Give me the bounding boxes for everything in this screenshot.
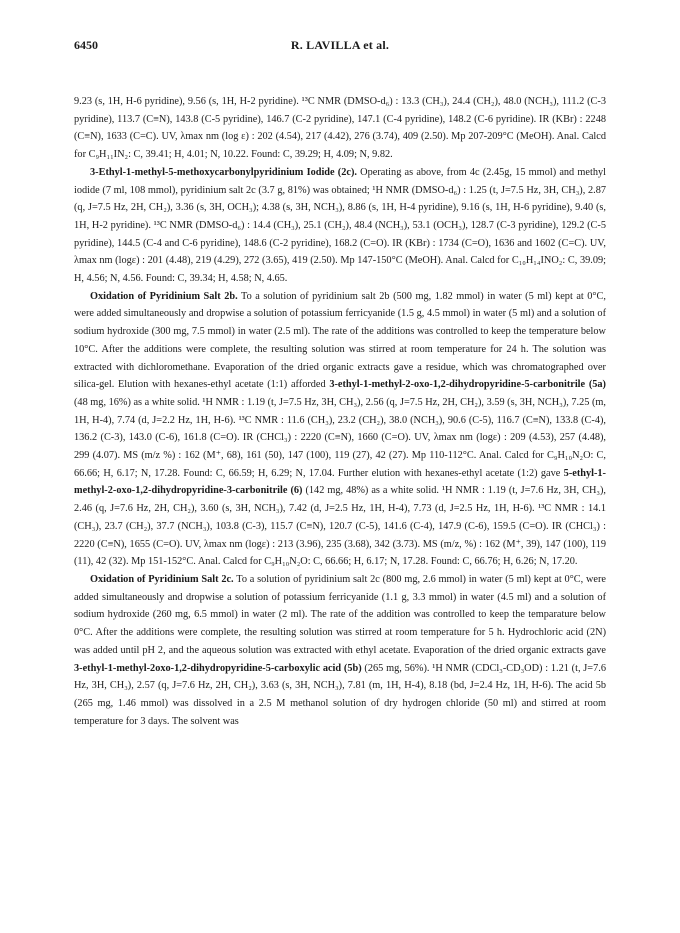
paragraph (74, 571, 606, 730)
text-run: (265 mg, 56%). ¹H NMR (CDCl₃-CD₃OD) : 1.21 (t, J=7.6 Hz, 3H, CH₃), 2.57 (q, J=7.6 Hz, 2H, CH₂), 3.63 (s, 3H, NCH₃), 7.81 (m, 1H, H-4), 8.18 (bd, J=2.4 Hz, 1H, H-6). The acid 5b (265 mg, 1.46 mmol) was dissolved in a 2.5 M methanol solution of dry hydrogen chloride (50 ml) and stirred at room temperature for 3 days. The solvent was (74, 662, 606, 727)
text-run: To a solution of pyridinium salt 2b (500 mg, 1.82 mmol) in water (5 ml) kept at 0°C, were added simultaneously and dropwise a solution of potassium ferricyanide (1.5 g, 4.5 mmol) in water (5 ml) and a solution of sodium hydroxide (300 mg, 7.5 mmol) in water (2.5 ml). The rate of the additions was controlled to keep the temperature below 10°C. After the additions were complete, the resulting solution was stirred at room temperature for 24 h. The solution was extracted with dichloromethane. Evaporation of the dried organic extracts gave a residue, which was chromatographed over silica-gel. Elution with hexanes-ethyl acetate (1:1) afforded (74, 290, 606, 391)
page-header (74, 38, 606, 54)
page-number: 6450 (74, 38, 98, 52)
article-body (74, 93, 606, 730)
text-run: (48 mg, 16%) as a white solid. ¹H NMR : 1.19 (t, J=7.5 Hz, 3H, CH₃), 2.56 (q, J=7.5 Hz, 2H, CH₂), 3.59 (s, 3H, NCH₃), 7.25 (m, 1H, H-4), 7.74 (d, J=2.2 Hz, 1H, H-6). ¹³C NMR : 11.6 (CH₃), 23.2 (CH₂), 38.0 (NCH₃), 90.6 (C-5), 116.7 (C≡N), 133.8 (C-4), 136.2 (C-3), 143.0 (C-6), 161.8 (C=O). IR (CHCl₃) : 2220 (C≡N), 1660 (C=O). UV, λmax nm (logε) : 209 (4.53), 257 (4.48), 299 (4.07). MS (m/z %) : 162 (M⁺, 68), 161 (50), 147 (100), 119 (27), 42 (27). Mp 110-112°C. Anal. Calcd for C₉H₁₀N₂O: C, 66.66; H, 6.17; N, 17.28. Found: C, 66.59; H, 6.29; N, 17.04. Further elution with hexanes-ethyl acetate (1:2) gave (74, 396, 606, 479)
text-run: (142 mg, 48%) as a white solid. ¹H NMR : 1.19 (t, J=7.6 Hz, 3H, CH₃), 2.46 (q, J=7.6 Hz, 2H, CH₂), 3.60 (s, 3H, NCH₃), 7.42 (d, J=2.5 Hz, 1H, H-4), 7.73 (d, J=2.5 Hz, 1H, H-6). ¹³C NMR : 14.1 (CH₃), 23.7 (CH₂), 37.7 (NCH₃), 103.8 (C-3), 115.7 (C≡N), 120.7 (C-5), 141.6 (C-4), 147.9 (C-6), 159.5 (C=O). IR (CHCl₃) : 2220 (C≡N), 1655 (C=O). UV, λmax nm (logε) : 213 (3.96), 235 (3.68), 342 (3.73). MS (m/z, %) : 162 (M⁺, 39), 147 (100), 119 (11), 42 (32). Mp 151-152°C. Anal. Calcd for C₉H₁₀N₂O: C, 66.66; H, 6.17; N, 17.28. Found: C, 66.76; H, 6.26; N, 17.20. (74, 485, 606, 568)
bold-heading-run: 3-ethyl-1-methyl-2oxo-1,2-dihydropyridine-5-carboxylic acid (5b) (74, 662, 362, 674)
bold-heading-run: 3-ethyl-1-methyl-2-oxo-1,2-dihydropyridine-5-carbonitrile (5a) (329, 379, 606, 391)
text-run: 9.23 (s, 1H, H-6 pyridine), 9.56 (s, 1H, H-2 pyridine). ¹³C NMR (DMSO-d₆) : 13.3 (CH₃), 24.4 (CH₂), 48.0 (NCH₃), 111.2 (C-3 pyridine), 113.7 (C≡N), 143.8 (C-5 pyridine), 146.7 (C-2 pyridine), 147.1 (C-4 pyridine), 148.2 (C-6 pyridine). IR (KBr) : 2248 (C≡N), 1633 (C=C). UV, λmax nm (log ε) : 202 (4.54), 217 (4.42), 276 (3.74), 409 (2.50). Mp 207-209°C (MeOH). Anal. Calcd for C₉H₁₁IN₂: C, 39.41; H, 4.01; N, 10.22. Found: C, 39.29; H, 4.09; N, 9.82. (74, 96, 606, 161)
paragraph (74, 164, 606, 288)
bold-heading-run: 5-ethyl-1-methyl-2-oxo-1,2-dihydropyridine-3-carbonitrile (6) (74, 467, 606, 497)
text-run: Operating as above, from 4c (2.45g, 15 mmol) and methyl iodide (7 ml, 108 mmol), pyridinium salt 2c (3.7 g, 81%) was obtained; ¹H NMR (DMSO-d₆) : 1.25 (t, J=7.5 Hz, 3H, CH₃), 2.87 (q, J=7.5 Hz, 2H, CH₂), 3.36 (s, 3H, OCH₃); 4.38 (s, 3H, NCH₃), 8.86 (s, 1H, H-4 pyridine), 9.16 (s, 1H, H-6 pyridine), 9.40 (s, 1H, H-2 pyridine). ¹³C NMR (DMSO-d₆) : 14.4 (CH₃), 25.1 (CH₂), 48.4 (NCH₃), 53.1 (OCH₃), 128.7 (C-3 pyridine), 129.2 (C-5 pyridine), 144.5 (C-4 and C-6 pyridine), 148.6 (C-2 pyridine), 168.2 (C=O). IR (KBr) : 1734 (C=O), 1636 and 1602 (C=C). UV, λmax nm (logε) : 201 (4.48), 219 (4.29), 272 (3.65), 419 (2.50). Mp 147-150°C (MeOH). Anal. Calcd for C₁₀H₁₄INO₂: C, 39.09; H, 4.56; N, 4.56. Found: C, 39.34; H, 4.58; N, 4.65. (74, 166, 606, 285)
paragraph (74, 288, 606, 571)
text-run: To a solution of pyridinium salt 2c (800 mg, 2.6 mmol) in water (5 ml) kept at 0°C, were added simultaneously and dropwise a solution of potassium ferricyanide (1.1 g, 3.3 mmol) in water (4.5 ml) and a solution of sodium hydroxide (260 mg, 6.5 mmol) in water (2 ml). The rate of the addition was controlled to keep the temparature below 0°C. After the additions were complete, the resulting solution was stirred at room temperature for 5 h. Hydrochloric acid (2N) was added until pH 2, and the aqueous solution was extracted with ethyl acetate. Evaporation of the dried organic extracts gave (74, 573, 606, 656)
bold-heading-run: Oxidation of Pyridinium Salt 2c. (90, 573, 234, 585)
paragraph (74, 93, 606, 164)
running-head: R. LAVILLA et al. (290, 38, 390, 52)
bold-heading-run: 3-Ethyl-1-methyl-5-methoxycarbonylpyridinium Iodide (2c). (90, 166, 357, 178)
bold-heading-run: Oxidation of Pyridinium Salt 2b. (90, 290, 238, 302)
